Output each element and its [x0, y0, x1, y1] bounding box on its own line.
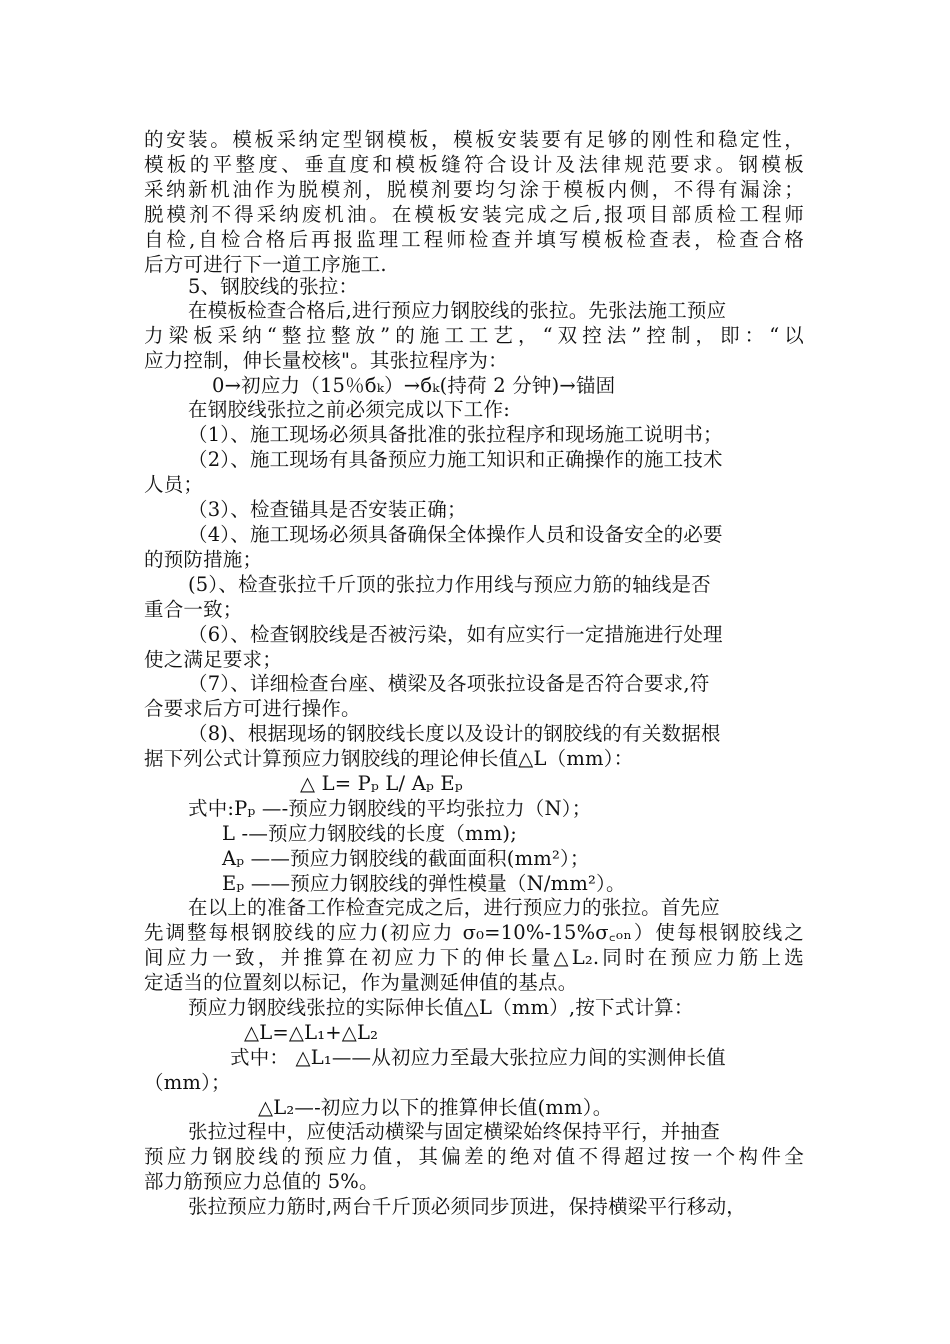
text-line-10: 应力控制，伸长量校核"。其张拉程序为：: [144, 349, 508, 372]
text-line-4: 脱模剂不得采纳废机油。在模板安装完成之后,报项目部质检工程师: [144, 203, 804, 226]
list-item-7: （7）、详细检查台座、横梁及各项张拉设备是否符合要求,符: [188, 672, 710, 695]
list-item-2-cont: 人员；: [144, 473, 204, 496]
list-item-6-cont: 使之满足要求；: [144, 648, 282, 671]
list-item-6: （6）、检查钢胶线是否被污染，如有应实行一定措施进行处理: [188, 623, 723, 646]
formula-def-l1-cont: （mm）；: [144, 1071, 231, 1094]
text-line-41: 张拉过程中，应使活动横梁与固定横梁始终保持平行，并抽查: [188, 1120, 720, 1143]
text-line-33: 先调整每根钢胶线的应力(初应力 σ₀=10%-15%σ꜀ₒₙ）使每根钢胶线之: [144, 921, 804, 944]
text-line-36: 预应力钢胶线张拉的实际伸长值△L（mm）,按下式计算：: [188, 996, 694, 1019]
formula-def-ap: Aₚ ——预应力钢胶线的截面面积(mm²）；: [222, 847, 590, 870]
text-line-6: 后方可进行下一道工序施工.: [144, 253, 387, 276]
list-item-5: (5）、检查张拉千斤顶的张拉力作用线与预应力筋的轴线是否: [188, 573, 711, 596]
list-item-4: （4）、施工现场必须具备确保全体操作人员和设备安全的必要: [188, 523, 723, 546]
elongation-formula: △ L= Pₚ L/ Aₚ Eₚ: [300, 772, 463, 795]
list-item-1: （1）、施工现场必须具备批准的张拉程序和现场施工说明书；: [188, 423, 723, 446]
formula-def-l2: △L₂—-初应力以下的推算伸长值(mm）。: [258, 1096, 613, 1119]
text-line-32: 在以上的准备工作检查完成之后，进行预应力的张拉。首先应: [188, 896, 720, 919]
text-line-42: 预应力钢胶线的预应力值，其偏差的绝对值不得超过按一个构件全: [144, 1145, 804, 1168]
formula-def-pp: 式中:Pₚ —-预应力钢胶线的平均张拉力（N）；: [188, 797, 592, 820]
text-line-1: 的安装。模板采纳定型钢模板，模板安装要有足够的刚性和稳定性，: [144, 128, 804, 151]
formula-def-l: L -—预应力钢胶线的长度（mm);: [222, 822, 517, 845]
list-item-2: （2）、施工现场有具备预应力施工知识和正确操作的施工技术: [188, 448, 723, 471]
actual-elongation-formula: △L=△L₁+△L₂: [244, 1021, 379, 1044]
formula-def-l1: 式中： △L₁——从初应力至最大张拉应力间的实测伸长值: [230, 1046, 726, 1069]
text-line-8: 在模板检查合格后,进行预应力钢胶线的张拉。先张法施工预应: [188, 299, 727, 322]
list-item-5-cont: 重合一致；: [144, 598, 243, 621]
list-item-4-cont: 的预防措施；: [144, 548, 263, 571]
text-line-12: 在钢胶线张拉之前必须完成以下工作:: [188, 398, 510, 421]
text-line-35: 定适当的位置刻以标记，作为量测延伸值的基点。: [144, 971, 578, 994]
text-line-9: 力梁板采纳“整拉整放”的施工工艺，“双控法”控制，即：“以: [144, 324, 804, 347]
list-item-7-cont: 合要求后方可进行操作。: [144, 697, 361, 720]
text-line-34: 间应力一致，并推算在初应力下的伸长量△L₂.同时在预应力筋上选: [144, 946, 804, 969]
formula-def-ep: Eₚ ——预应力钢胶线的弹性模量（N/mm²）。: [222, 872, 626, 895]
text-line-2: 模板的平整度、垂直度和模板缝符合设计及法律规范要求。钢模板: [144, 153, 804, 176]
text-line-43: 部力筋预应力总值的 5%。: [144, 1170, 379, 1193]
list-item-8-cont: 据下列公式计算预应力钢胶线的理论伸长值△L（mm）：: [144, 747, 634, 770]
list-item-3: （3）、检查锚具是否安装正确；: [188, 498, 467, 521]
text-line-3: 采纳新机油作为脱模剂，脱模剂要均匀涂于模板内侧，不得有漏涂；: [144, 178, 804, 201]
text-line-5: 自检,自检合格后再报监理工程师检查并填写模板检查表，检查合格: [144, 228, 804, 251]
list-item-8: （8)、根据现场的钢胶线长度以及设计的钢胶线的有关数据根: [188, 722, 721, 745]
text-line-44: 张拉预应力筋时,两台千斤顶必须同步顶进，保持横梁平行移动，: [188, 1195, 746, 1218]
tension-procedure: 0→初应力（15％бₖ）→бₖ(持荷 2 分钟)→锚固: [212, 374, 616, 397]
section-heading-5: 5、钢胶线的张拉：: [188, 275, 359, 298]
